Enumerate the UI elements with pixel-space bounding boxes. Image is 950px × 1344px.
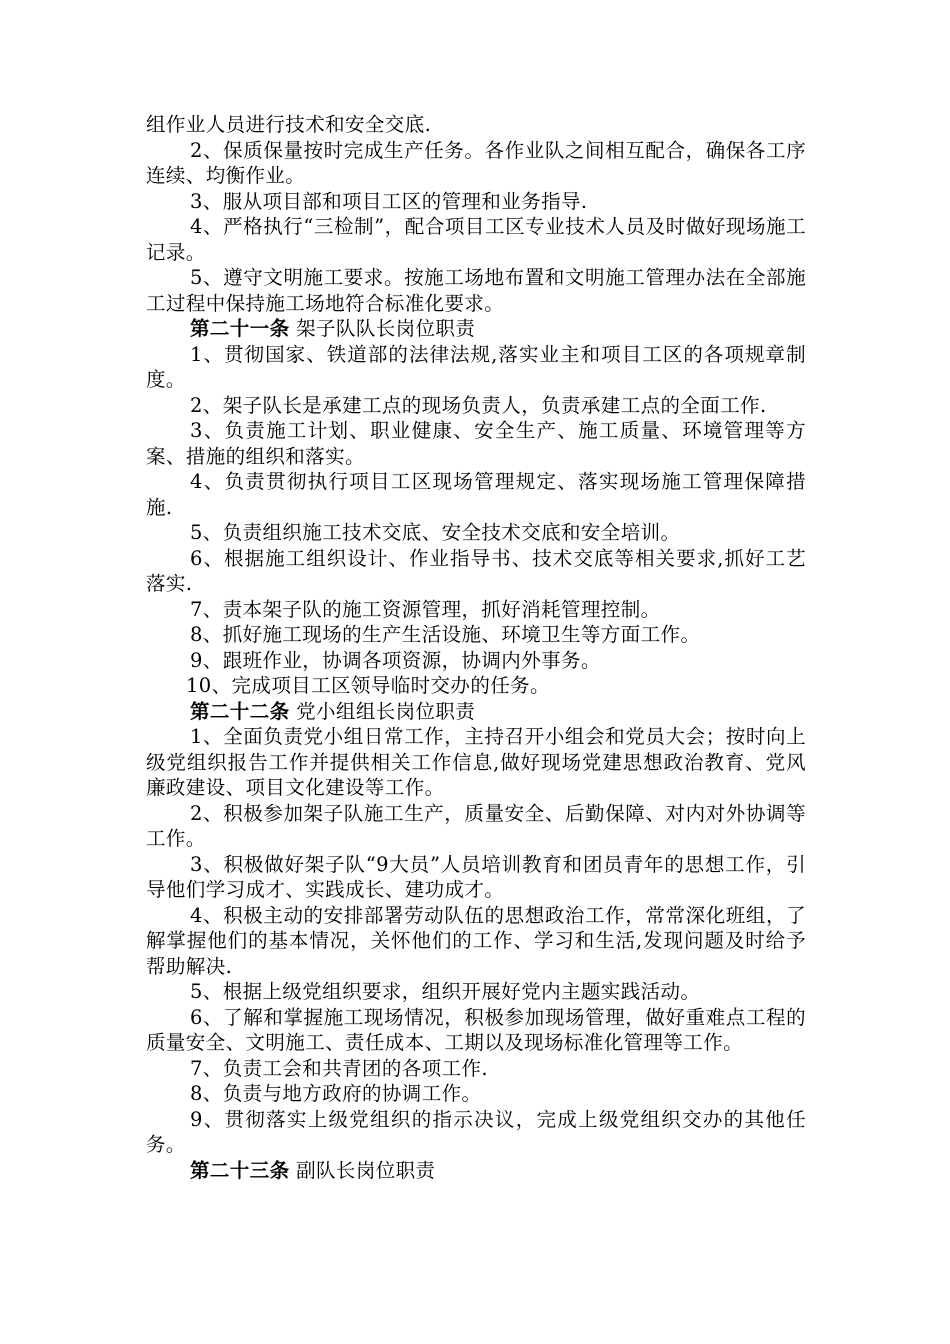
paragraph: 9、跟班作业，协调各项资源，协调内外事务。 (190, 648, 601, 672)
document-body (146, 112, 806, 1183)
paragraph: 4、严格执行“三检制”，配合项目工区专业技术人员及时做好现场施工记录。 (146, 215, 806, 264)
paragraph: 5、根据上级党组织要求，组织开展好党内主题实践活动。 (190, 980, 701, 1003)
article-title: 党小组组长岗位职责 (289, 699, 476, 723)
article-heading (146, 316, 806, 342)
paragraph: 10、完成项目工区领导临时交办的任务。 (186, 674, 550, 697)
paragraph: 4、负责贯彻执行项目工区现场管理规定、落实现场施工管理保障措施. (146, 470, 806, 519)
article-title: 副队长岗位职责 (289, 1158, 436, 1182)
paragraph: 7、责本架子队的施工资源管理，抓好消耗管理控制。 (190, 597, 661, 621)
paragraph: 3、负责施工计划、职业健康、安全生产、施工质量、环境管理等方案、措施的组织和落实。 (146, 419, 806, 468)
paragraph: 3、服从项目部和项目工区的管理和业务指导. (190, 189, 588, 213)
article-number: 第二十一条 (190, 317, 290, 340)
article-heading (146, 699, 806, 725)
paragraph: 2、架子队长是承建工点的现场负责人，负责承建工点的全面工作. (190, 393, 767, 417)
paragraph: 7、负责工会和共青团的各项工作. (190, 1056, 489, 1080)
paragraph: 组作业人员进行技术和安全交底. (146, 113, 432, 136)
paragraph: 6、根据施工组织设计、作业指导书、技术交底等相关要求,抓好工艺落实. (146, 546, 806, 595)
paragraph: 4、积极主动的安排部署劳动队伍的思想政治工作，常常深化班组，了解掌握他们的基本情况，关怀他们的工作、学习和生活,发现问题及时给予帮助解决. (146, 903, 806, 978)
paragraph: 2、保质保量按时完成生产任务。各作业队之间相互配合，确保各工序连续、均衡作业。 (146, 138, 806, 187)
paragraph: 2、积极参加架子队施工生产，质量安全、后勤保障、对内对外协调等工作。 (146, 801, 806, 850)
paragraph: 9、贯彻落实上级党组织的指示决议，完成上级党组织交办的其他任务。 (146, 1107, 806, 1156)
paragraph: 8、抓好施工现场的生产生活设施、环境卫生等方面工作。 (190, 623, 701, 646)
article-number: 第二十二条 (190, 699, 290, 723)
paragraph: 8、负责与地方政府的协调工作。 (190, 1082, 482, 1105)
paragraph: 3、积极做好架子队“9大员”人员培训教育和团员青年的思想工作，引导他们学习成才、实践成长、建功成才。 (146, 852, 806, 901)
article-number: 第二十三条 (190, 1158, 290, 1182)
article-title: 架子队队长岗位职责 (289, 317, 476, 340)
paragraph: 1、全面负责党小组日常工作，主持召开小组会和党员大会；按时向上级党组织报告工作并提供相关工作信息,做好现场党建思想政治教育、党风廉政建设、项目文化建设等工作。 (146, 725, 806, 799)
paragraph: 5、遵守文明施工要求。按施工场地布置和文明施工管理办法在全部施工过程中保持施工场地符合标准化要求。 (146, 266, 806, 315)
paragraph: 5、负责组织施工技术交底、安全技术交底和安全培训。 (190, 521, 681, 544)
paragraph: 1、贯彻国家、铁道部的法律法规,落实业主和项目工区的各项规章制度。 (146, 342, 806, 391)
paragraph: 6、了解和掌握施工现场情况，积极参加现场管理，做好重难点工程的质量安全、文明施工、责任成本、工期以及现场标准化管理等工作。 (146, 1005, 806, 1054)
article-heading (146, 1158, 806, 1184)
